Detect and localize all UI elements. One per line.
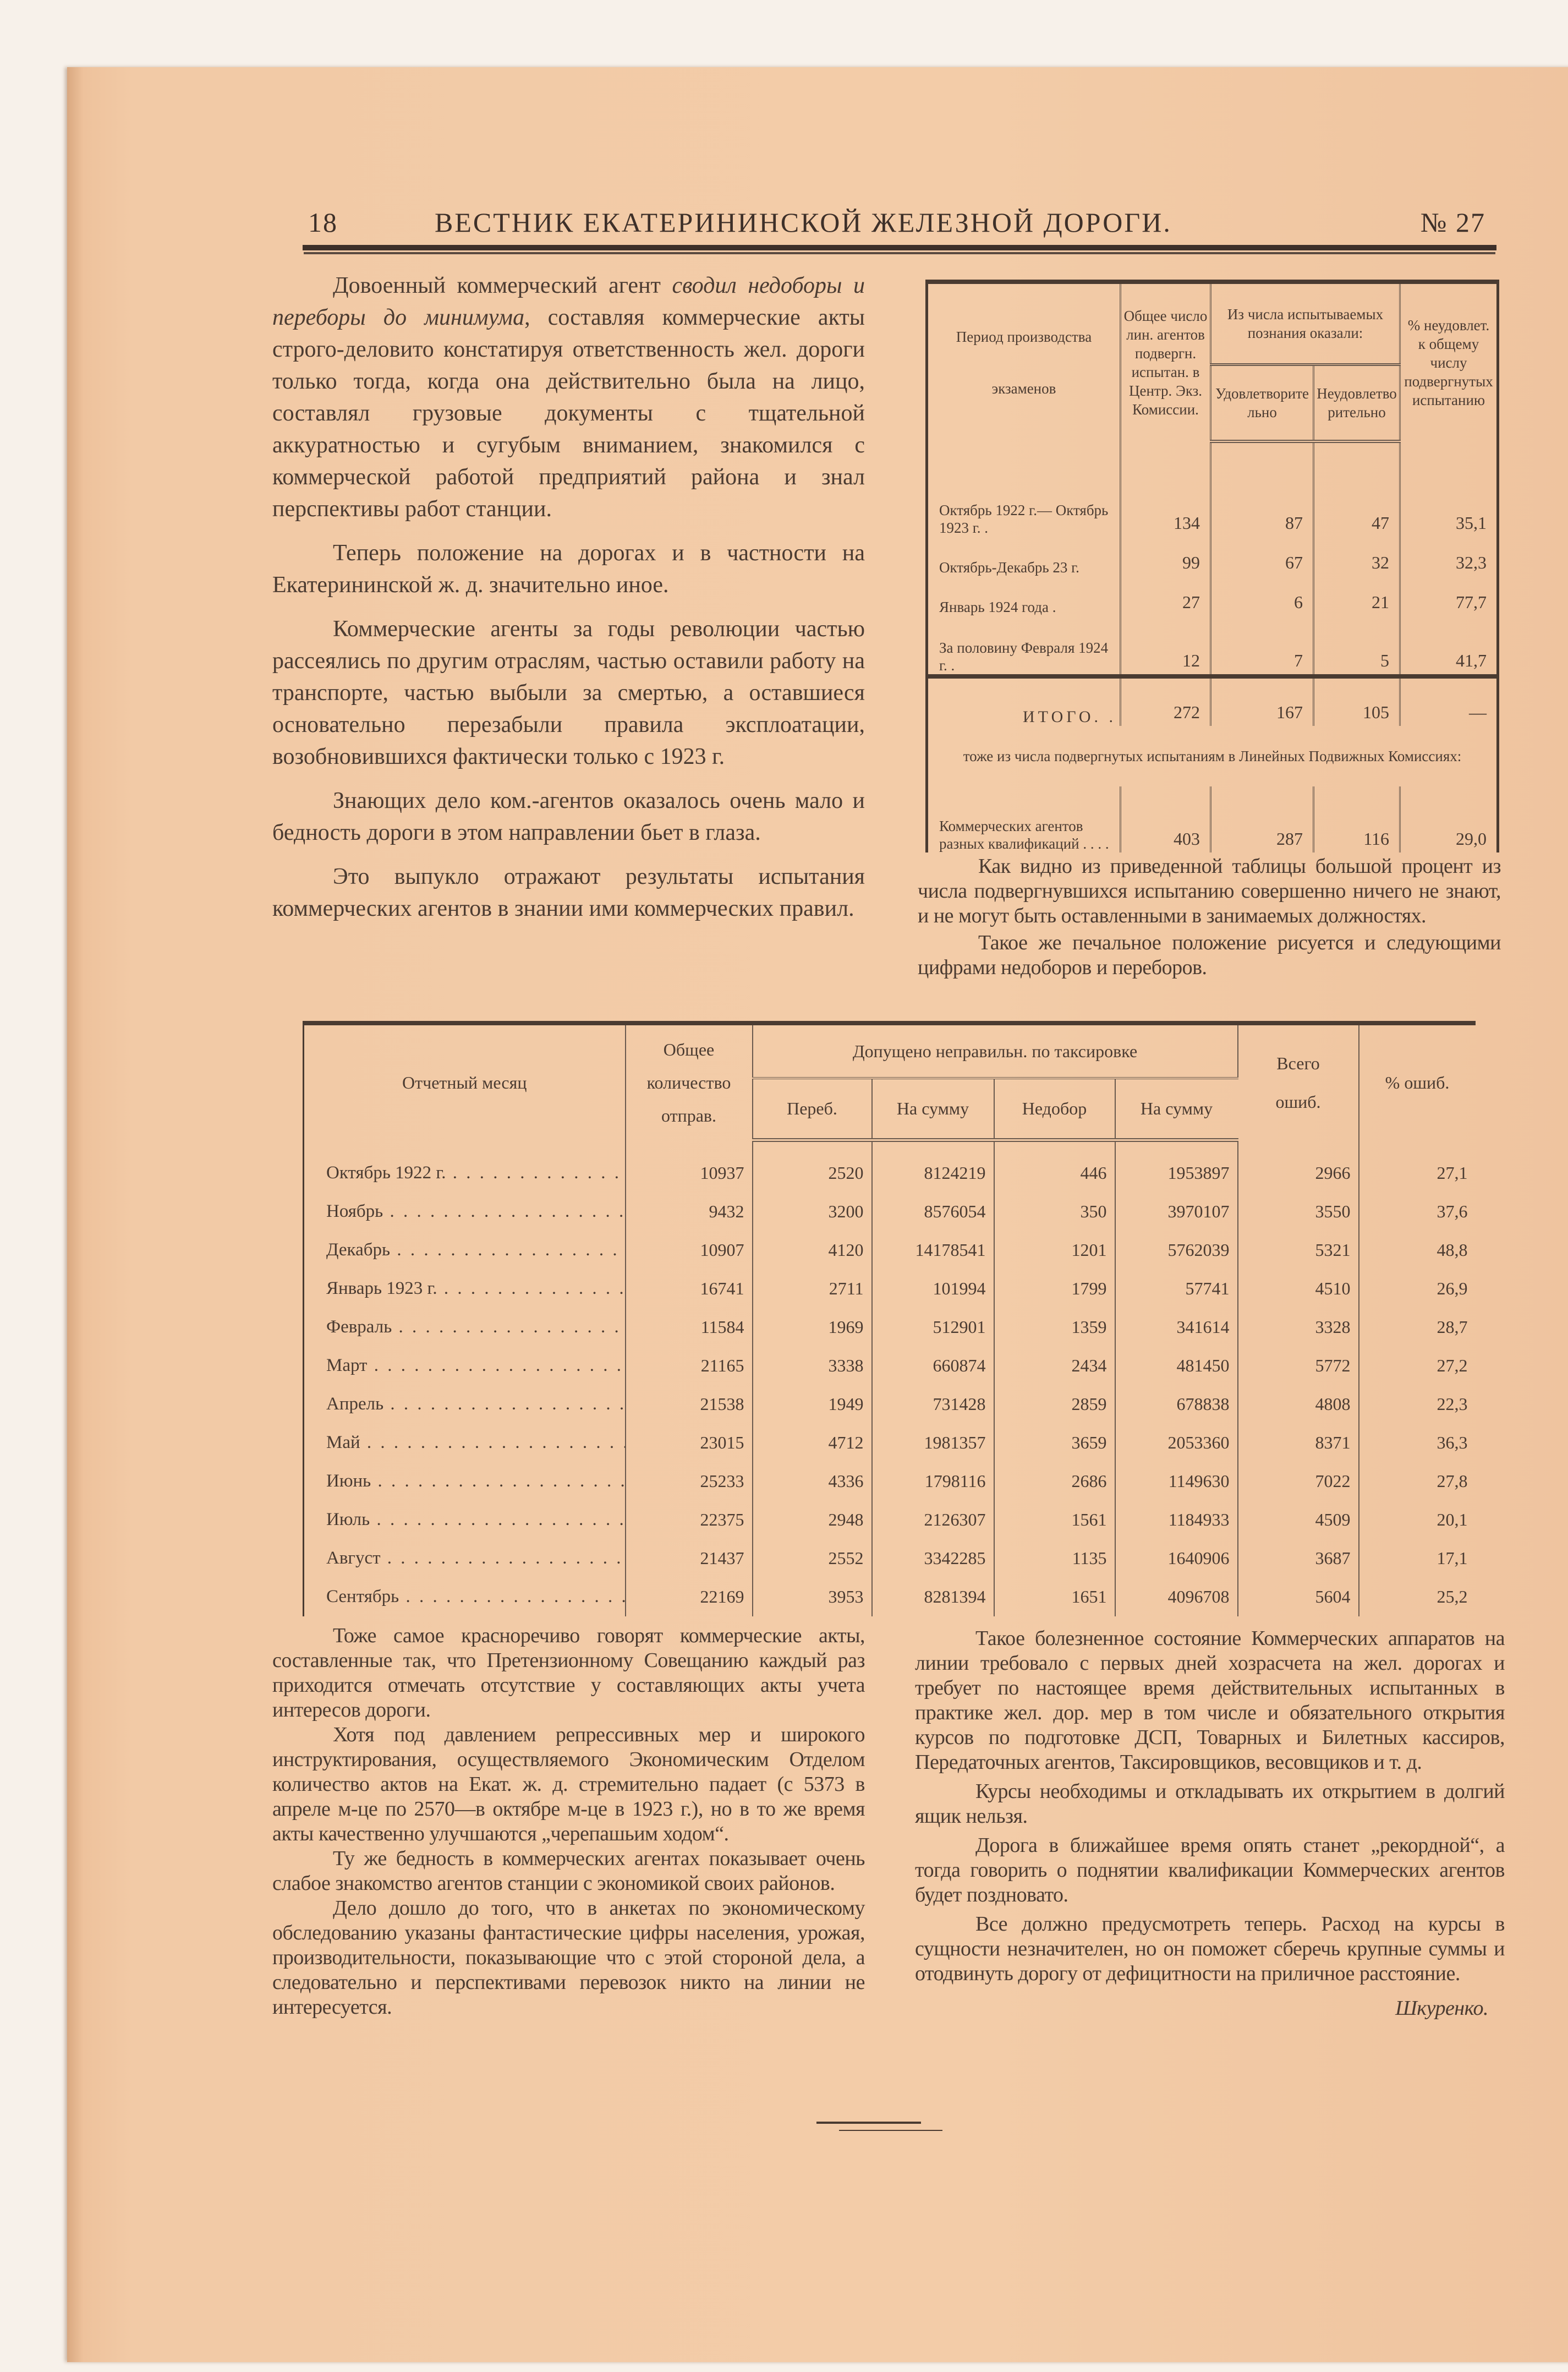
- cell-total-shipments: 9432: [626, 1193, 753, 1231]
- cell-undercharge: 1651: [994, 1578, 1115, 1616]
- paragraph: Все должно предусмотреть теперь. Расход на курсы в сущности незначителен, но он поможет сберечь крупные суммы и отодвинуть дорогу от дефицитности на приличное расстояние.: [915, 1912, 1505, 1985]
- cell-month: Декабрь . . .: [304, 1231, 626, 1270]
- cell-percent-errors: 20,1: [1437, 1510, 1468, 1529]
- cell-period: ИТОГО. .: [927, 676, 1121, 726]
- spacer-cell: [304, 1140, 626, 1154]
- publication-title: ВЕСТНИК ЕКАТЕРИНИНСКОЙ ЖЕЛЕЗНОЙ ДОРОГИ.: [435, 207, 1172, 238]
- cell-total-errors: 4509: [1238, 1501, 1359, 1539]
- cell-overcharge: 2520: [753, 1154, 872, 1193]
- cell-pct: 41,7: [1400, 616, 1498, 676]
- paragraph: Такое же печальное положение рисуется и следующими цифрами недоборов и переборов.: [918, 931, 1501, 979]
- cell-sat: 7: [1211, 616, 1314, 676]
- header-undercharge-sum: На сумму: [1115, 1078, 1238, 1140]
- spacer-cell: [1359, 1140, 1476, 1154]
- cell-undercharge-sum: 5762039: [1115, 1231, 1238, 1270]
- cell-sat: 167: [1211, 676, 1314, 726]
- header-unsatisfactory: Неудовлетворительно: [1314, 364, 1400, 441]
- cell-percent-errors: 36,3: [1437, 1433, 1468, 1452]
- cell-total-errors: 3550: [1238, 1193, 1359, 1231]
- header-period-line2: экзаменов: [991, 380, 1056, 397]
- table-row: [304, 1385, 1476, 1424]
- cell-month: Сентябрь . . .: [304, 1578, 626, 1616]
- cell-sat: 287: [1211, 786, 1314, 852]
- cell-total: 27: [1121, 576, 1211, 616]
- cell-total-errors: 3687: [1238, 1539, 1359, 1578]
- table-row: [304, 1462, 1476, 1501]
- cell-pct: 77,7: [1400, 576, 1498, 616]
- cell-month: Ноябрь . . .: [304, 1193, 626, 1231]
- cell-unsat: 5: [1314, 616, 1400, 676]
- left-column-top: [272, 270, 865, 937]
- cell-pct: 35,1: [1400, 476, 1498, 537]
- spacer-row: [304, 1140, 1476, 1154]
- cell-undercharge-sum: 1149630: [1115, 1462, 1238, 1501]
- cell-total: 403: [1121, 786, 1211, 852]
- cell-undercharge-sum: 481450: [1115, 1347, 1238, 1385]
- cell-sat: 87: [1211, 476, 1314, 537]
- cell-undercharge: 3659: [994, 1424, 1115, 1462]
- table-row: [927, 676, 1498, 726]
- cell-undercharge-sum: 678838: [1115, 1385, 1238, 1424]
- issue-number: № 27: [1420, 207, 1485, 238]
- paragraph: Тоже самое красноречиво говорят коммерческие акты, составленные так, что Претензионному Совещанию каждый раз приходится отмечать отсутствие у составляющих акты учета интересов дороги.: [272, 1624, 865, 1721]
- cell-overcharge-sum: 14178541: [872, 1231, 994, 1270]
- cell-month: Июнь . . .: [304, 1462, 626, 1501]
- cell-total-errors: 3328: [1238, 1308, 1359, 1347]
- cell-undercharge-sum: 57741: [1115, 1270, 1238, 1308]
- cell-overcharge: 2552: [753, 1539, 872, 1578]
- cell-month: Июль . . .: [304, 1501, 626, 1539]
- cell-total: 99: [1121, 537, 1211, 576]
- cell-overcharge-sum: 660874: [872, 1347, 994, 1385]
- cell-percent-errors: 27,8: [1437, 1471, 1468, 1491]
- exam-results-table: [925, 280, 1499, 852]
- cell-month: Октябрь 1922 г. . . .: [304, 1154, 626, 1193]
- cell-undercharge: 1561: [994, 1501, 1115, 1539]
- right-column-top: [918, 854, 1501, 982]
- cell-total-shipments: 16741: [626, 1270, 753, 1308]
- header-group: Из числа испытываемых познания оказали:: [1211, 282, 1400, 364]
- table-row: [304, 1424, 1476, 1462]
- cell-percent-errors: 37,6: [1437, 1201, 1468, 1221]
- page-header: [303, 206, 1496, 239]
- paragraph: Ту же бедность в коммерческих агентах показывает очень слабое знакомство агентов станции с экономикой своих районов.: [272, 1847, 865, 1895]
- cell-overcharge: 3953: [753, 1578, 872, 1616]
- spacer-cell: [1121, 441, 1211, 476]
- cell-period: Январь 1924 года .: [927, 576, 1121, 616]
- table-row: [304, 1347, 1476, 1385]
- cell-percent-errors: 26,9: [1437, 1278, 1468, 1298]
- cell-unsat: 32: [1314, 537, 1400, 576]
- cell-overcharge-sum: 8124219: [872, 1154, 994, 1193]
- cell-total-shipments: 10907: [626, 1231, 753, 1270]
- cell-total-shipments: 21538: [626, 1385, 753, 1424]
- cell-unsat: 21: [1314, 576, 1400, 616]
- cell-undercharge-sum: 1184933: [1115, 1501, 1238, 1539]
- cell-total: 12: [1121, 616, 1211, 676]
- table-row: [304, 1231, 1476, 1270]
- header-percent-errors: % ошиб.: [1385, 1073, 1450, 1092]
- spacer-row: [927, 441, 1498, 476]
- cell-percent-errors: 17,1: [1437, 1548, 1468, 1568]
- text: , составляя коммерческие акты строго-деловито констатируя ответственность жел. дороги только тогда, когда она действительно была на лицо, составлял грузовые документы с тщательной аккуратностью и сугубым вниманием, знакомился с коммерческой работой предприятий района и знал перспективы работ станции.: [272, 305, 865, 522]
- cell-overcharge: 3338: [753, 1347, 872, 1385]
- spacer-cell: [1314, 441, 1400, 476]
- text: Довоенный коммерческий агент: [333, 273, 672, 298]
- spacer-cell: [1400, 441, 1498, 476]
- cell-total-shipments: 22375: [626, 1501, 753, 1539]
- cell-undercharge-sum: 341614: [1115, 1308, 1238, 1347]
- paragraph: Дорога в ближайшее время опять станет „рекордной“, а тогда говорить о поднятии квалификации Коммерческих агентов будет поздновато.: [915, 1834, 1505, 1906]
- cell-month: Февраль . . .: [304, 1308, 626, 1347]
- cell-total-errors: 5604: [1238, 1578, 1359, 1616]
- cell-overcharge: 4712: [753, 1424, 872, 1462]
- table-row: [304, 1308, 1476, 1347]
- cell-undercharge: 1201: [994, 1231, 1115, 1270]
- cell-total-shipments: 21437: [626, 1539, 753, 1578]
- cell-total-shipments: 25233: [626, 1462, 753, 1501]
- header-satisfactory: Удовлетворительно: [1211, 364, 1314, 441]
- table-row: [304, 1578, 1476, 1616]
- cell-period: Октябрь 1922 г.— Октябрь 1923 г. .: [927, 476, 1121, 537]
- cell-sat: 67: [1211, 537, 1314, 576]
- header-group: Допущено неправильн. по таксировке: [753, 1023, 1238, 1078]
- end-of-article-rule: [816, 2122, 921, 2124]
- table-row: [927, 576, 1498, 616]
- cell-unsat: 47: [1314, 476, 1400, 537]
- cell-overcharge-sum: 512901: [872, 1308, 994, 1347]
- cell-sat: 6: [1211, 576, 1314, 616]
- cell-overcharge: 4120: [753, 1231, 872, 1270]
- table-row: [927, 786, 1498, 852]
- cell-total-errors: 2966: [1238, 1154, 1359, 1193]
- cell-overcharge-sum: 1798116: [872, 1462, 994, 1501]
- header-month: Отчетный месяц: [304, 1023, 626, 1140]
- cell-percent-errors: 27,1: [1437, 1163, 1468, 1183]
- cell-overcharge-sum: 1981357: [872, 1424, 994, 1462]
- cell-month: Август . . .: [304, 1539, 626, 1578]
- table-row: [927, 616, 1498, 676]
- cell-pct: 29,0: [1400, 786, 1498, 852]
- cell-undercharge-sum: 4096708: [1115, 1578, 1238, 1616]
- paragraph: Такое болезненное состояние Коммерческих аппаратов на линии требовало с первых дней хозрасчета на жел. дорогах и требует по настоящее время действительных испытанных в практике жел. дор. мер в том числе и обязательного открытия курсов по подготовке ДСП, Товарных и Билетных кассиров, Передаточных агентов, Таксировщиков, весовщиков и т. д.: [915, 1627, 1505, 1774]
- left-column-bottom: [272, 1624, 865, 2020]
- cell-overcharge: 4336: [753, 1462, 872, 1501]
- cell-percent-errors: 48,8: [1437, 1240, 1468, 1260]
- cell-percent-errors: 27,2: [1437, 1356, 1468, 1375]
- paragraph: Знающих дело ком.-агентов оказалось очень мало и бедность дороги в этом направлении бьет в глаза.: [272, 788, 865, 845]
- header-total-shipments: Общее количество отправ.: [626, 1023, 753, 1140]
- spacer-cell: [927, 441, 1121, 476]
- spacer-cell: [994, 1140, 1115, 1154]
- note-text: тоже из числа подвергнутых испытаниям в Линейных Подвижных Комиссиях:: [963, 748, 1462, 764]
- header-period-line1: Период производства: [956, 329, 1092, 345]
- cell-undercharge: 1799: [994, 1270, 1115, 1308]
- table-row: [927, 476, 1498, 537]
- cell-total-errors: 4510: [1238, 1270, 1359, 1308]
- cell-total: 134: [1121, 476, 1211, 537]
- header-period: [927, 282, 1121, 441]
- paragraph: [272, 270, 865, 525]
- cell-total-errors: 8371: [1238, 1424, 1359, 1462]
- cell-undercharge: 2434: [994, 1347, 1115, 1385]
- cell-undercharge: 446: [994, 1154, 1115, 1193]
- cell-total-errors: 7022: [1238, 1462, 1359, 1501]
- paragraph: Курсы необходимы и откладывать их открытием в долгий ящик нельзя.: [915, 1780, 1505, 1828]
- author-signature: Шкуренко.: [1395, 1997, 1488, 2020]
- cell-overcharge: 3200: [753, 1193, 872, 1231]
- cell-pct: —: [1400, 676, 1498, 726]
- italic-emphasis: сводил недоборы и переборы до минимума: [272, 273, 865, 330]
- cell-percent-errors: 22,3: [1437, 1394, 1468, 1414]
- paragraph: Теперь положение на дорогах и в частности на Екатерининской ж. д. значительно иное.: [272, 540, 865, 598]
- exam-table-body: [927, 441, 1498, 852]
- cell-undercharge: 2859: [994, 1385, 1115, 1424]
- spacer-cell: [626, 1140, 753, 1154]
- cell-percent-errors: 28,7: [1437, 1317, 1468, 1337]
- cell-total-errors: 4808: [1238, 1385, 1359, 1424]
- header-percent: % неудовлет. к общему числу подвергнутых испытанию: [1400, 282, 1498, 441]
- cell-overcharge-sum: 101994: [872, 1270, 994, 1308]
- cell-overcharge: 2711: [753, 1270, 872, 1308]
- header-overcharge: Переб.: [753, 1078, 872, 1140]
- cell-total-shipments: 10937: [626, 1154, 753, 1193]
- header-undercharge: Недобор: [994, 1078, 1115, 1140]
- cell-undercharge: 1359: [994, 1308, 1115, 1347]
- cell-undercharge-sum: 1953897: [1115, 1154, 1238, 1193]
- cell-overcharge-sum: 8576054: [872, 1193, 994, 1231]
- table-row: [304, 1539, 1476, 1578]
- header-rule: [303, 245, 1496, 252]
- paragraph: Хотя под давлением репрессивных мер и широкого инструктирования, осуществляемого Экономическим Отделом количество актов на Екат. ж. д. стремительно падает (с 5373 в апреле м-це по 2570—в октябре м-це в 1923 г.), но в то же время акты качественно улучшаются „черепашьим ходом“.: [272, 1723, 865, 1845]
- cell-percent-errors: 25,2: [1437, 1587, 1468, 1606]
- table-row: [304, 1193, 1476, 1231]
- page-number: 18: [308, 207, 338, 238]
- paragraph: Коммерческие агенты за годы революции частью рассеялись по другим отраслям, частью оставили работу на транспорте, частью выбыли за смертью, а оставшиеся основательно перезабыли правила эксплоатации, возобновившихся фактически только с 1923 г.: [272, 616, 865, 769]
- table-row: [304, 1270, 1476, 1308]
- cell-total-shipments: 23015: [626, 1424, 753, 1462]
- cell-undercharge: 350: [994, 1193, 1115, 1231]
- header-total-errors: Всего ошиб.: [1238, 1023, 1359, 1140]
- cell-overcharge-sum: 8281394: [872, 1578, 994, 1616]
- paragraph: Как видно из приведенной таблицы большой процент из числа подвергнувшихся испытанию совершенно ничего не знают, и не могут быть оставленными в занимаемых должностях.: [918, 855, 1501, 927]
- cell-overcharge-sum: 3342285: [872, 1539, 994, 1578]
- cell-total-errors: 5321: [1238, 1231, 1359, 1270]
- cell-overcharge-sum: 2126307: [872, 1501, 994, 1539]
- spacer-cell: [872, 1140, 994, 1154]
- cell-month: Март . . .: [304, 1347, 626, 1385]
- cell-undercharge: 1135: [994, 1539, 1115, 1578]
- cell-period: За половину Февраля 1924 г. .: [927, 616, 1121, 676]
- spacer-cell: [753, 1140, 872, 1154]
- cell-period: Октябрь-Декабрь 23 г.: [927, 537, 1121, 576]
- cell-total-shipments: 22169: [626, 1578, 753, 1616]
- errors-table-body: [304, 1140, 1476, 1616]
- right-column-bottom: [915, 1626, 1505, 2021]
- tariff-errors-table: [303, 1021, 1476, 1616]
- header-overcharge-sum: На сумму: [872, 1078, 994, 1140]
- cell-month: Май . . .: [304, 1424, 626, 1462]
- cell-month: Апрель . . .: [304, 1385, 626, 1424]
- cell-undercharge-sum: 3970107: [1115, 1193, 1238, 1231]
- cell-month: Январь 1923 г. . . .: [304, 1270, 626, 1308]
- header-total: Общее число лин. агентов подвергн. испытан. в Центр. Экз. Комиссии.: [1121, 282, 1211, 441]
- cell-overcharge: 1949: [753, 1385, 872, 1424]
- paragraph: Дело дошло до того, что в анкетах по экономическому обследованию указаны фантастические цифры населения, урожая, производительности, показывающие что с этой стороной дела, а следовательно и перспективами перевозок никто на линии не интересуется.: [272, 1896, 865, 2019]
- cell-undercharge-sum: 2053360: [1115, 1424, 1238, 1462]
- cell-total-shipments: 21165: [626, 1347, 753, 1385]
- cell-total-shipments: 11584: [626, 1308, 753, 1347]
- table-row: [304, 1154, 1476, 1193]
- table-row: [927, 537, 1498, 576]
- cell-undercharge-sum: 1640906: [1115, 1539, 1238, 1578]
- cell-unsat: 116: [1314, 786, 1400, 852]
- table-row: [304, 1501, 1476, 1539]
- cell-period: Коммерческих агентов разных квалификаций . . . .: [927, 786, 1121, 852]
- paragraph: Это выпукло отражают результаты испытания коммерческих агентов в знании ими коммерческих правил.: [272, 864, 865, 921]
- spacer-cell: [1115, 1140, 1238, 1154]
- cell-overcharge: 2948: [753, 1501, 872, 1539]
- cell-total: 272: [1121, 676, 1211, 726]
- cell-overcharge: 1969: [753, 1308, 872, 1347]
- cell-unsat: 105: [1314, 676, 1400, 726]
- cell-pct: 32,3: [1400, 537, 1498, 576]
- spacer-cell: [1238, 1140, 1359, 1154]
- spacer-cell: [1211, 441, 1314, 476]
- cell-total-errors: 5772: [1238, 1347, 1359, 1385]
- note-row: [927, 726, 1498, 786]
- cell-overcharge-sum: 731428: [872, 1385, 994, 1424]
- cell-undercharge: 2686: [994, 1462, 1115, 1501]
